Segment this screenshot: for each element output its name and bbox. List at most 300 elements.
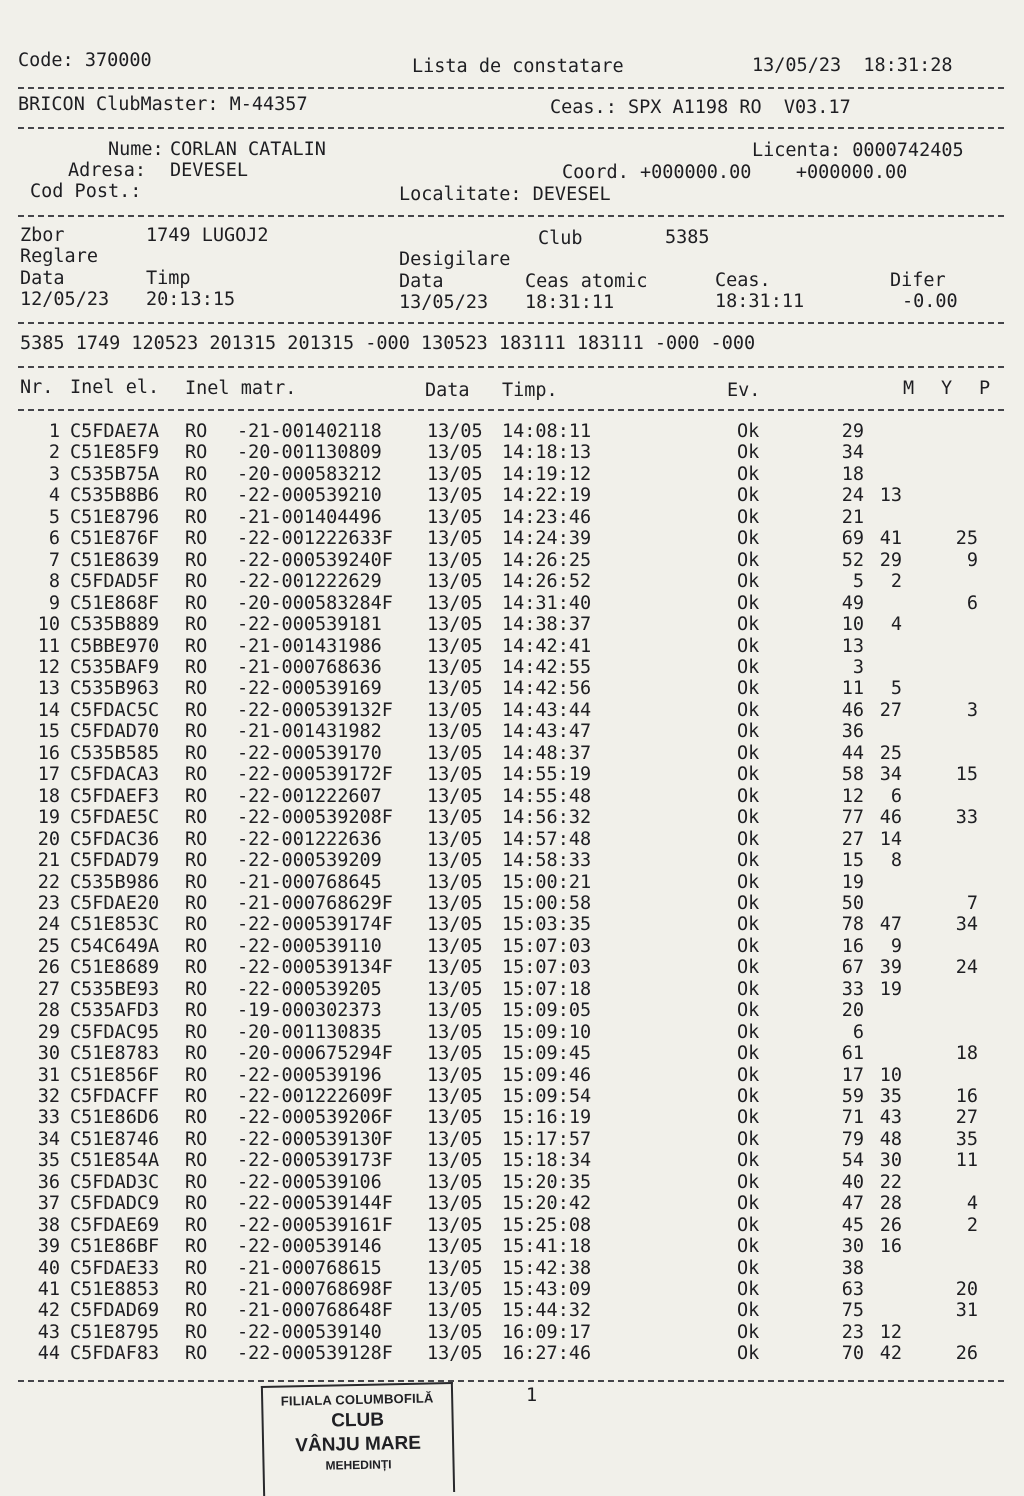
cell-event: Ok (737, 914, 760, 936)
cell-y: 5 (890, 678, 902, 700)
cell-m: 36 (841, 721, 864, 743)
cell-nr: 29 (37, 1021, 60, 1043)
cell-date: 13/05 (427, 485, 483, 507)
cell-event: Ok (737, 1021, 760, 1043)
cell-event: Ok (737, 1128, 760, 1150)
cell-nr: 44 (37, 1343, 60, 1365)
cell-nr: 40 (37, 1257, 60, 1279)
cell-y: 46 (879, 807, 902, 829)
cell-country: RO (185, 463, 208, 485)
cell-date: 13/05 (427, 442, 483, 464)
table-row (0, 1279, 1024, 1301)
cell-nr: 28 (37, 1000, 60, 1022)
cell-p: 34 (955, 914, 978, 936)
cell-country: RO (185, 957, 208, 979)
cell-inel-el: C51E8783 (70, 1043, 160, 1064)
cell-y: 22 (879, 1171, 902, 1193)
cell-date: 13/05 (427, 528, 483, 550)
cell-time: 15:09:45 (502, 1043, 592, 1064)
cell-p: 11 (955, 1150, 978, 1172)
clock-label: Ceas. (715, 270, 771, 291)
table-row (0, 914, 1024, 936)
cell-m: 77 (841, 807, 864, 829)
clubmaster-id: BRICON ClubMaster: M-44357 (18, 94, 308, 115)
cell-inel-matr: -21-000768615 (237, 1257, 382, 1279)
cell-y: 34 (879, 764, 902, 786)
page-number: 1 (526, 1385, 538, 1406)
cell-inel-el: C5FDAE69 (70, 1214, 160, 1236)
cell-event: Ok (737, 785, 760, 807)
cell-time: 14:48:37 (502, 742, 592, 764)
cell-p: 6 (966, 592, 978, 614)
cell-inel-el: C5FDAC95 (70, 1021, 160, 1043)
table-row (0, 571, 1024, 593)
cell-m: 52 (841, 549, 864, 571)
divider (18, 1380, 1004, 1382)
cell-nr: 30 (37, 1043, 60, 1064)
cell-inel-el: C5FDAE7A (70, 421, 160, 442)
cell-y: 25 (879, 742, 902, 764)
cell-y: 14 (879, 828, 902, 850)
locality: Localitate: DEVESEL (399, 184, 611, 205)
table-row (0, 829, 1024, 851)
cell-inel-el: C51E876F (70, 528, 160, 550)
table-row (0, 1107, 1024, 1129)
cell-event: Ok (737, 614, 760, 635)
table-row (0, 421, 1024, 443)
cell-country: RO (185, 1107, 208, 1129)
cell-inel-matr: -22-000539146 (237, 1236, 382, 1258)
col-y-header: Y (941, 378, 953, 399)
cell-inel-matr: -22-000539173F (237, 1150, 393, 1172)
cell-m: 46 (841, 699, 864, 721)
cell-nr: 38 (37, 1214, 60, 1236)
cell-inel-matr: -21-001431986 (237, 635, 382, 657)
divider (18, 322, 1004, 324)
cell-y: 4 (890, 614, 902, 635)
cell-nr: 11 (37, 635, 60, 657)
cell-date: 13/05 (427, 506, 483, 528)
flight-id: 1749 LUGOJ2 (146, 225, 269, 246)
cell-event: Ok (737, 978, 760, 1000)
cell-m: 71 (841, 1107, 864, 1129)
cell-inel-el: C535BE93 (70, 978, 160, 1000)
cell-nr: 41 (37, 1279, 60, 1300)
cell-inel-matr: -21-001404496 (237, 506, 382, 528)
data-label: Data (20, 268, 65, 289)
document-title: Lista de constatare (412, 56, 624, 77)
cell-inel-el: C535B963 (70, 678, 160, 700)
cell-inel-matr: -22-000539172F (237, 764, 393, 786)
clock-time: 18:31:11 (715, 291, 805, 312)
cell-time: 15:16:19 (502, 1107, 592, 1129)
code-label: Code: 370000 (18, 50, 152, 71)
cell-inel-el: C51E8853 (70, 1279, 160, 1300)
cell-m: 20 (841, 1000, 864, 1022)
cell-date: 13/05 (427, 914, 483, 936)
cell-date: 13/05 (427, 1236, 483, 1258)
cell-nr: 12 (37, 657, 60, 678)
table-row (0, 700, 1024, 722)
cell-date: 13/05 (427, 1321, 483, 1343)
zbor-label: Zbor (20, 225, 65, 246)
cell-event: Ok (737, 699, 760, 721)
cell-p: 15 (955, 764, 978, 786)
cell-inel-el: C5FDAC36 (70, 828, 160, 850)
cell-m: 21 (841, 506, 864, 528)
cell-nr: 39 (37, 1236, 60, 1258)
cell-time: 14:57:48 (502, 828, 592, 850)
cell-event: Ok (737, 678, 760, 700)
set-time: 20:13:15 (146, 289, 236, 310)
cell-nr: 27 (37, 978, 60, 1000)
cell-inel-el: C51E8689 (70, 957, 160, 979)
cell-country: RO (185, 614, 208, 635)
cell-time: 15:42:38 (502, 1257, 592, 1279)
cell-m: 75 (841, 1300, 864, 1322)
col-inel-matr-header: Inel matr. (185, 378, 297, 399)
table-row (0, 507, 1024, 529)
cell-m: 6 (852, 1021, 864, 1043)
cell-inel-matr: -22-000539240F (237, 549, 393, 571)
cell-time: 15:00:58 (502, 892, 592, 914)
cell-inel-matr: -20-000675294F (237, 1043, 393, 1064)
cell-country: RO (185, 421, 208, 442)
cell-inel-matr: -22-000539205 (237, 978, 382, 1000)
cell-event: Ok (737, 1300, 760, 1322)
table-row (0, 721, 1024, 743)
cell-inel-matr: -22-000539130F (237, 1128, 393, 1150)
cell-country: RO (185, 978, 208, 1000)
cell-time: 14:26:25 (502, 549, 592, 571)
cell-p: 27 (955, 1107, 978, 1129)
cell-time: 15:17:57 (502, 1128, 592, 1150)
cell-time: 14:26:52 (502, 571, 592, 593)
cell-inel-el: C5FDAE20 (70, 892, 160, 914)
cell-country: RO (185, 1043, 208, 1064)
cell-m: 61 (841, 1043, 864, 1064)
divider (18, 127, 1004, 129)
cell-date: 13/05 (427, 592, 483, 614)
cell-event: Ok (737, 1000, 760, 1022)
cell-inel-el: C51E85F9 (70, 442, 160, 464)
table-row (0, 678, 1024, 700)
cell-inel-matr: -21-000768698F (237, 1279, 393, 1300)
cell-y: 6 (890, 785, 902, 807)
cell-event: Ok (737, 1107, 760, 1129)
cell-inel-matr: -21-001402118 (237, 421, 382, 442)
cell-country: RO (185, 1300, 208, 1322)
cell-date: 13/05 (427, 635, 483, 657)
cell-event: Ok (737, 892, 760, 914)
cell-nr: 31 (37, 1064, 60, 1086)
cell-time: 15:07:18 (502, 978, 592, 1000)
cell-inel-el: C535BAF9 (70, 657, 160, 678)
col-data-header: Data (425, 380, 470, 401)
cell-event: Ok (737, 1279, 760, 1300)
cell-inel-el: C51E8639 (70, 549, 160, 571)
cell-y: 27 (879, 699, 902, 721)
cell-country: RO (185, 871, 208, 893)
cell-event: Ok (737, 528, 760, 550)
cell-p: 33 (955, 807, 978, 829)
cell-m: 45 (841, 1214, 864, 1236)
cell-time: 14:18:13 (502, 442, 592, 464)
cell-p: 4 (966, 1193, 978, 1215)
cell-inel-el: C5FDACFF (70, 1085, 160, 1107)
cell-inel-matr: -21-001431982 (237, 721, 382, 743)
cell-country: RO (185, 528, 208, 550)
stamp-line: MEHEDINȚI (325, 1457, 392, 1473)
cell-inel-el: C5FDAE33 (70, 1257, 160, 1279)
cell-event: Ok (737, 1236, 760, 1258)
cell-m: 50 (841, 892, 864, 914)
cell-inel-matr: -22-000539169 (237, 678, 382, 700)
cell-inel-el: C535B585 (70, 742, 160, 764)
club-number: 5385 (665, 227, 710, 248)
cell-nr: 21 (37, 850, 60, 871)
cell-m: 10 (841, 614, 864, 635)
table-row (0, 1172, 1024, 1194)
cell-inel-matr: -22-000539110 (237, 935, 382, 957)
cell-inel-matr: -22-000539106 (237, 1171, 382, 1193)
cell-m: 78 (841, 914, 864, 936)
cell-m: 3 (852, 657, 864, 678)
cell-m: 63 (841, 1279, 864, 1300)
cell-y: 16 (879, 1236, 902, 1258)
cell-inel-matr: -21-000768629F (237, 892, 393, 914)
cell-country: RO (185, 828, 208, 850)
divider (18, 87, 1004, 89)
cell-inel-el: C5FDACA3 (70, 764, 160, 786)
cell-time: 15:44:32 (502, 1300, 592, 1322)
cell-country: RO (185, 1064, 208, 1086)
cell-nr: 10 (37, 614, 60, 635)
cell-nr: 20 (37, 828, 60, 850)
cell-date: 13/05 (427, 1279, 483, 1300)
cell-time: 14:22:19 (502, 485, 592, 507)
cell-inel-matr: -22-000539196 (237, 1064, 382, 1086)
cell-time: 14:58:33 (502, 850, 592, 871)
club-label: Club (538, 228, 583, 249)
cell-date: 13/05 (427, 785, 483, 807)
cell-time: 15:00:21 (502, 871, 592, 893)
cell-event: Ok (737, 850, 760, 871)
col-ev-header: Ev. (727, 380, 761, 401)
cell-date: 13/05 (427, 614, 483, 635)
cell-event: Ok (737, 957, 760, 979)
cell-inel-matr: -20-001130809 (237, 442, 382, 464)
cell-y: 47 (879, 914, 902, 936)
cell-m: 54 (841, 1150, 864, 1172)
table-row (0, 636, 1024, 658)
cell-date: 13/05 (427, 1000, 483, 1022)
cell-country: RO (185, 1321, 208, 1343)
cell-inel-el: C5FDAD5F (70, 571, 160, 593)
cell-y: 26 (879, 1214, 902, 1236)
cell-inel-matr: -20-000583284F (237, 592, 393, 614)
cell-p: 2 (966, 1214, 978, 1236)
cell-country: RO (185, 1193, 208, 1215)
cell-event: Ok (737, 1150, 760, 1172)
cell-time: 14:42:55 (502, 657, 592, 678)
cell-event: Ok (737, 807, 760, 829)
table-row (0, 979, 1024, 1001)
cell-date: 13/05 (427, 1150, 483, 1172)
cell-time: 14:56:32 (502, 807, 592, 829)
stamp-line: FILIALA COLUMBOFILĂ (280, 1390, 434, 1409)
cell-nr: 18 (37, 785, 60, 807)
cell-time: 14:23:46 (502, 506, 592, 528)
cell-m: 70 (841, 1343, 864, 1365)
cell-inel-matr: -22-000539161F (237, 1214, 393, 1236)
cell-date: 13/05 (427, 1300, 483, 1322)
cell-date: 13/05 (427, 549, 483, 571)
cell-nr: 14 (37, 699, 60, 721)
table-row (0, 807, 1024, 829)
cell-nr: 43 (37, 1321, 60, 1343)
cell-event: Ok (737, 1171, 760, 1193)
cell-nr: 15 (37, 721, 60, 743)
cell-time: 15:41:18 (502, 1236, 592, 1258)
cell-m: 34 (841, 442, 864, 464)
reglare-label: Reglare (20, 246, 98, 267)
cell-time: 14:19:12 (502, 463, 592, 485)
cell-m: 59 (841, 1085, 864, 1107)
cell-date: 13/05 (427, 721, 483, 743)
cell-inel-el: C535AFD3 (70, 1000, 160, 1022)
cell-inel-el: C5FDAD3C (70, 1171, 160, 1193)
table-row (0, 550, 1024, 572)
table-row (0, 936, 1024, 958)
col-inel-el-header: Inel el. (70, 377, 160, 398)
cell-inel-matr: -19-000302373 (237, 1000, 382, 1022)
cell-y: 42 (879, 1343, 902, 1365)
cell-inel-el: C51E8796 (70, 506, 160, 528)
table-row (0, 528, 1024, 550)
cell-time: 15:07:03 (502, 935, 592, 957)
adresa-label: Adresa: (68, 160, 146, 181)
cell-inel-matr: -21-000768645 (237, 871, 382, 893)
cell-y: 10 (879, 1064, 902, 1086)
table-row (0, 743, 1024, 765)
cell-m: 18 (841, 463, 864, 485)
cell-event: Ok (737, 871, 760, 893)
table-row (0, 1150, 1024, 1172)
cell-inel-el: C5FDAD70 (70, 721, 160, 743)
cell-country: RO (185, 657, 208, 678)
cell-country: RO (185, 485, 208, 507)
table-row (0, 485, 1024, 507)
cell-time: 15:25:08 (502, 1214, 592, 1236)
cell-event: Ok (737, 1214, 760, 1236)
cell-event: Ok (737, 421, 760, 442)
divider (18, 366, 1004, 368)
cell-p: 35 (955, 1128, 978, 1150)
cell-date: 13/05 (427, 1043, 483, 1064)
cell-inel-el: C51E8795 (70, 1321, 160, 1343)
cell-inel-el: C535B75A (70, 463, 160, 485)
cell-time: 14:42:56 (502, 678, 592, 700)
cell-nr: 13 (37, 678, 60, 700)
timp-label: Timp (146, 268, 191, 289)
table-row (0, 1129, 1024, 1151)
cell-time: 15:43:09 (502, 1279, 592, 1300)
cell-event: Ok (737, 1064, 760, 1086)
cell-inel-matr: -22-000539132F (237, 699, 393, 721)
cell-time: 14:43:44 (502, 699, 592, 721)
cell-y: 12 (879, 1321, 902, 1343)
cell-inel-matr: -22-000539174F (237, 914, 393, 936)
cell-m: 29 (841, 421, 864, 442)
table-row (0, 464, 1024, 486)
cell-nr: 24 (37, 914, 60, 936)
cell-p: 16 (955, 1085, 978, 1107)
cell-y: 39 (879, 957, 902, 979)
table-row (0, 1300, 1024, 1322)
cell-country: RO (185, 635, 208, 657)
cell-inel-matr: -21-000768648F (237, 1300, 393, 1322)
cell-date: 13/05 (427, 657, 483, 678)
cell-date: 13/05 (427, 1171, 483, 1193)
cell-country: RO (185, 1128, 208, 1150)
cell-time: 15:03:35 (502, 914, 592, 936)
cell-inel-matr: -22-000539144F (237, 1193, 393, 1215)
table-row (0, 872, 1024, 894)
cell-event: Ok (737, 742, 760, 764)
cell-date: 13/05 (427, 699, 483, 721)
cell-m: 23 (841, 1321, 864, 1343)
cell-country: RO (185, 1085, 208, 1107)
cell-m: 15 (841, 850, 864, 871)
cell-country: RO (185, 1343, 208, 1365)
cell-time: 14:31:40 (502, 592, 592, 614)
cell-time: 15:20:42 (502, 1193, 592, 1215)
cell-nr: 37 (37, 1193, 60, 1215)
cell-date: 13/05 (427, 978, 483, 1000)
cell-date: 13/05 (427, 807, 483, 829)
cell-m: 58 (841, 764, 864, 786)
cell-country: RO (185, 678, 208, 700)
cell-m: 17 (841, 1064, 864, 1086)
cell-y: 19 (879, 978, 902, 1000)
cell-m: 47 (841, 1193, 864, 1215)
cell-country: RO (185, 592, 208, 614)
col-m-header: M (903, 378, 915, 399)
cell-date: 13/05 (427, 421, 483, 442)
cell-p: 9 (966, 549, 978, 571)
divider (18, 409, 1004, 411)
difference-label: Difer (890, 270, 946, 291)
atomic-clock-label: Ceas atomic (525, 271, 648, 292)
table-row (0, 593, 1024, 615)
cell-country: RO (185, 892, 208, 914)
cell-country: RO (185, 785, 208, 807)
cell-date: 13/05 (427, 850, 483, 871)
cell-p: 26 (955, 1343, 978, 1365)
cell-inel-el: C535B8B6 (70, 485, 160, 507)
cell-y: 41 (879, 528, 902, 550)
cell-m: 5 (852, 571, 864, 593)
table-row (0, 1236, 1024, 1258)
cell-inel-el: C5BBE970 (70, 635, 160, 657)
cell-time: 16:27:46 (502, 1343, 592, 1365)
cell-event: Ok (737, 657, 760, 678)
cell-inel-matr: -22-000539209 (237, 850, 382, 871)
cell-nr: 35 (37, 1150, 60, 1172)
cell-nr: 4 (48, 485, 60, 507)
cell-event: Ok (737, 1321, 760, 1343)
